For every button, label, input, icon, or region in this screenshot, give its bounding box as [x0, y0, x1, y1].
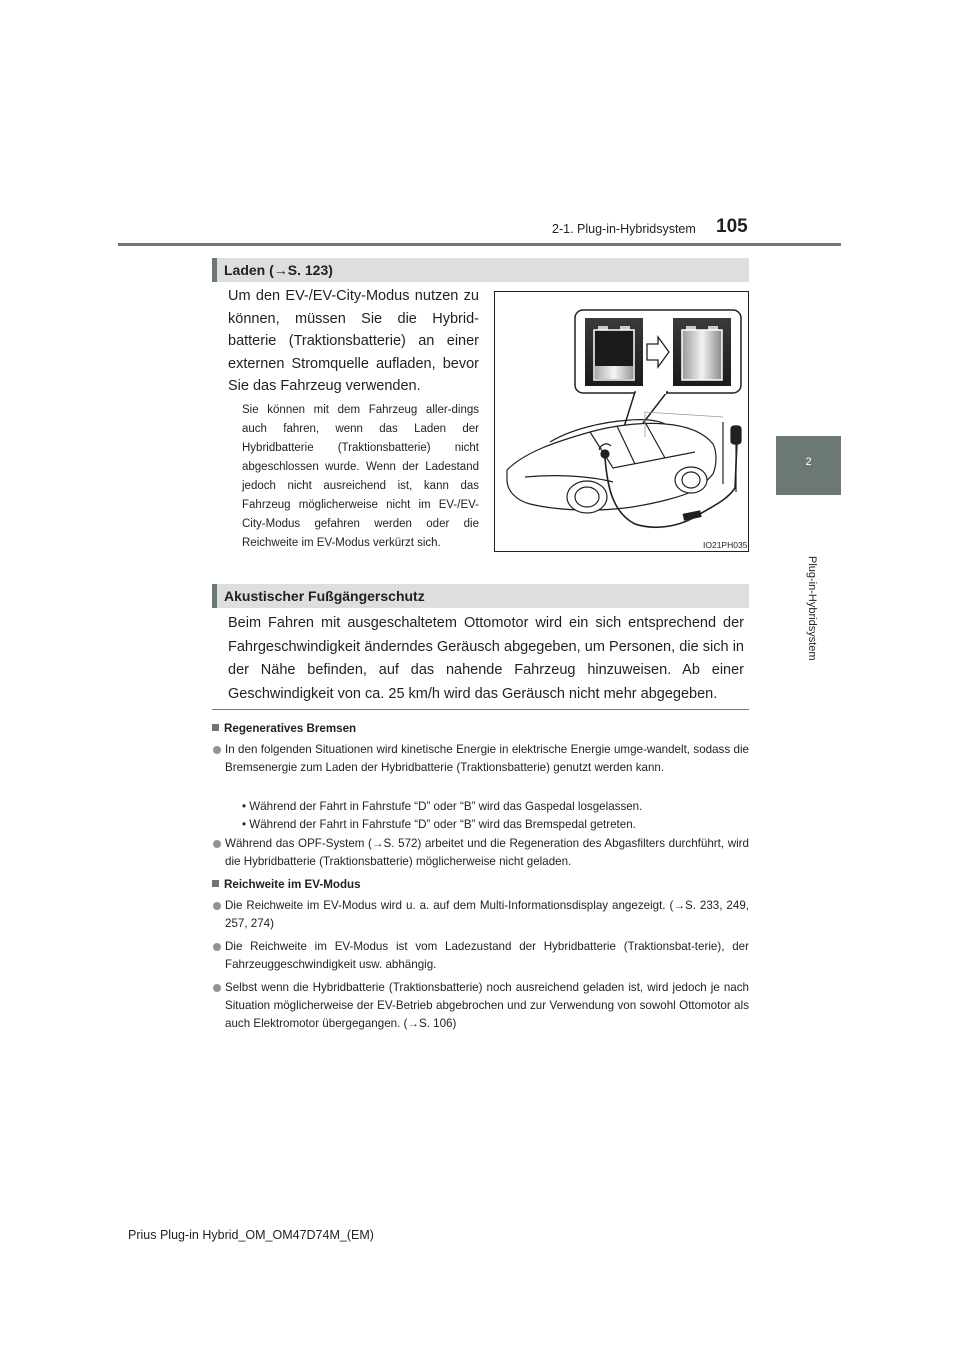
square-bullet-icon: [212, 724, 219, 731]
header-rule: [118, 243, 841, 246]
note-subitem-2: • Während der Fahrt in Fahrstufe “D” oder “B” wird das Bremspedal getreten.: [242, 818, 636, 831]
round-bullet-icon: [213, 984, 221, 992]
round-bullet-icon: [213, 840, 221, 848]
square-bullet-icon: [212, 880, 219, 887]
charging-car-icon: [507, 412, 741, 527]
note-bullet-regen-1: In den folgenden Situationen wird kinetische Energie in elektrische Energie umge-wandelt, sodass die Bremsenergie zum Laden der Hybridbatterie (Traktionsbatterie) genutzt werden kann.: [212, 741, 749, 797]
note-heading-regen: Regeneratives Bremsen: [212, 722, 356, 735]
note-bullet-range-1: Die Reichweite im EV-Modus wird u. a. auf dem Multi-Informationsdisplay angezeigt. (→S. 233, 249, 257, 274): [212, 897, 749, 935]
running-header-section: 2-1. Plug-in-Hybridsystem: [552, 222, 696, 236]
laden-paragraph-1: Um den EV-/EV-City-Modus nutzen zu können, müssen Sie die Hybrid-batterie (Traktionsbatterie) an einer externen Stromquelle aufladen, bevor Sie das Fahrzeug verwenden.: [228, 288, 479, 394]
charging-illustration: [494, 291, 749, 552]
footer-manual-id: Prius Plug-in Hybrid_OM_OM47D74M_(EM): [128, 1228, 374, 1242]
round-bullet-icon: [213, 746, 221, 754]
note-heading-range: Reichweite im EV-Modus: [212, 878, 361, 891]
battery-low-icon: [585, 318, 643, 386]
pedestrian-paragraph: Beim Fahren mit ausgeschaltetem Ottomotor wird ein sich entsprechend der Fahrgeschwindigkeit änderndes Geräusch abgegeben, um Personen, die sich in der Nähe befinden, auf das nahende Fahrzeug hinzuweisen. Ab einer Geschwindigkeit von ca. 25 km/h wird das Geräusch nicht mehr abgegeben.: [228, 615, 744, 702]
section-marker: [212, 258, 217, 282]
note-bullet-regen-2: Während das OPF-System (→S. 572) arbeitet und die Regeneration des Abgasfilters durchführt, wird die Hybridbatterie (Traktionsbatterie) möglicherweise nicht geladen.: [212, 835, 749, 873]
section-title: Laden (→S. 123): [224, 262, 333, 278]
round-bullet-icon: [213, 902, 221, 910]
chapter-tab-number: 2: [805, 456, 812, 468]
note-bullet-range-2: Die Reichweite im EV-Modus ist vom Ladezustand der Hybridbatterie (Traktionsbat-terie), der Fahrzeuggeschwindigkeit usw. abhängig.: [212, 938, 749, 976]
battery-full-icon: [673, 318, 731, 386]
notes-divider: [212, 709, 749, 710]
laden-paragraph-2: Sie können mit dem Fahrzeug aller-dings auch fahren, wenn das Laden der Hybridbatterie (Traktionsbatterie) nicht abgeschlossen wurde. Wenn der Ladestand jedoch nicht ausreichend ist, kann das Fahrzeug möglicherweise nicht im EV-/EV-City-Modus gefahren werden oder die Reichweite im EV-Modus verkürzt sich.: [242, 404, 479, 549]
page-number: 105: [716, 216, 748, 237]
illustration-code: IO21PH035: [703, 540, 748, 550]
section-marker: [212, 584, 217, 608]
note-subitem-1: • Während der Fahrt in Fahrstufe “D” oder “B” wird das Gaspedal losgelassen.: [242, 800, 643, 813]
round-bullet-icon: [213, 943, 221, 951]
section-heading-pedestrian: [212, 584, 749, 608]
section-heading-laden: [212, 258, 749, 282]
section-title: Akustischer Fußgängerschutz: [224, 588, 425, 604]
chapter-tab-label: Plug-in-Hybridsystem: [806, 556, 818, 661]
note-bullet-range-3: Selbst wenn die Hybridbatterie (Traktionsbatterie) noch ausreichend geladen ist, wird jedoch je nach Situation möglicherweise der EV-Betrieb abgebrochen und zur Verwendung von sowohl Ottomotor als auch Elektromotor übergegangen. (→S. 106): [212, 979, 749, 1035]
